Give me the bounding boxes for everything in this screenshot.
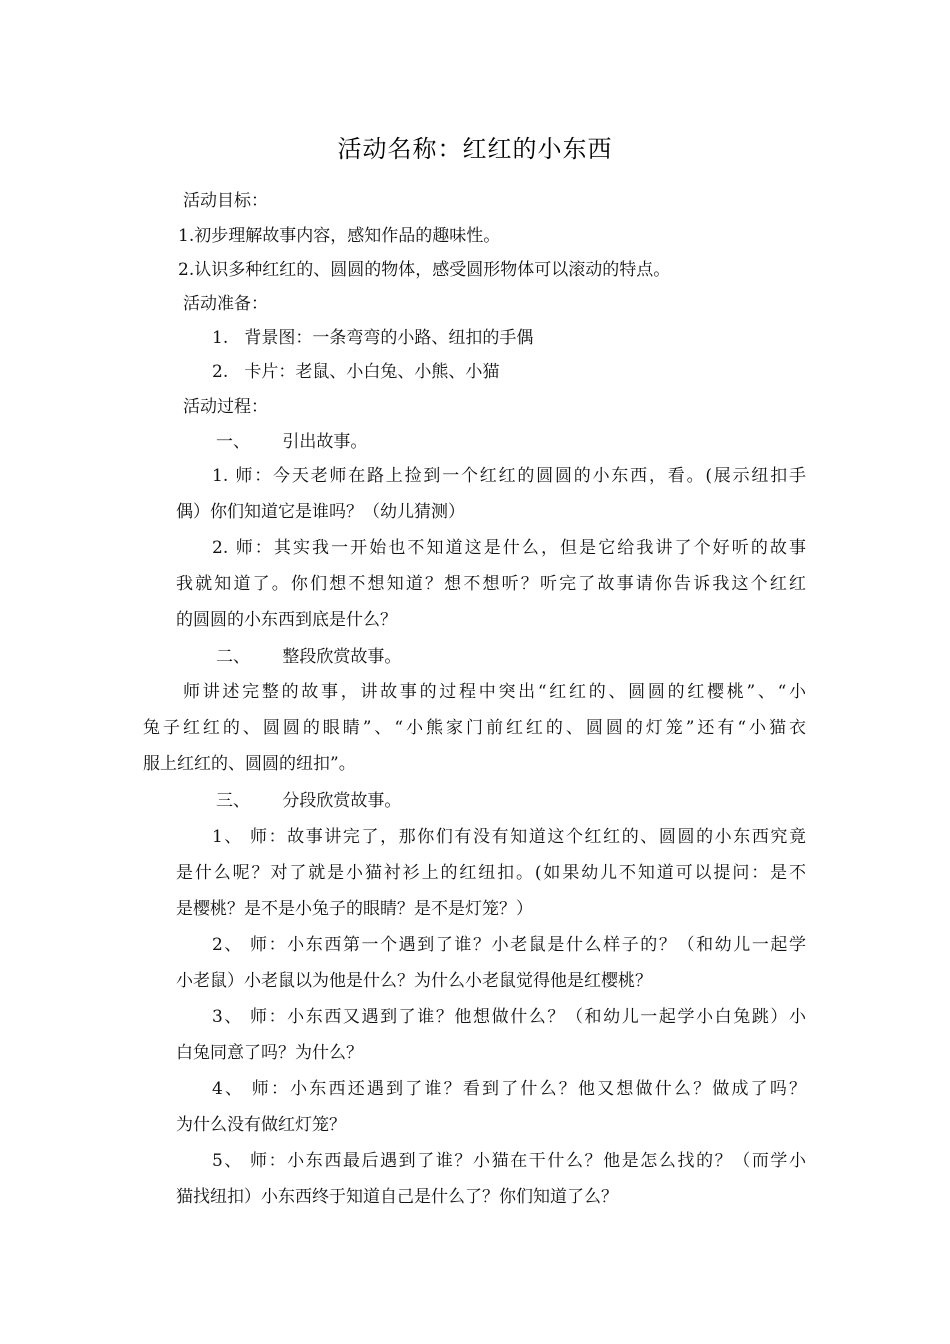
paragraph-line: 的圆圆的小东西到底是什么？: [176, 610, 397, 630]
paragraph-line: 白兔同意了吗？为什么？: [176, 1043, 363, 1063]
goal-item-1: 1.初步理解故事内容，感知作品的趣味性。: [178, 226, 501, 246]
process-step-1-heading: 一、 引出故事。: [216, 432, 368, 452]
paragraph-line: 1、 师：故事讲完了，那你们有没有知道这个红红的、圆圆的小东西究竟: [212, 827, 806, 847]
process-step-2-heading: 二、 整段欣赏故事。: [216, 647, 402, 667]
section-heading-process: 活动过程：: [183, 397, 268, 417]
paragraph-line: 偶）你们知道它是谁吗？（幼儿猜测）: [176, 502, 465, 522]
preparation-item-2: 2. 卡片：老鼠、小白兔、小熊、小猫: [212, 362, 500, 382]
paragraph-line: 服上红红的、圆圆的纽扣”。: [143, 754, 356, 774]
paragraph-line: 2、 师：小东西第一个遇到了谁？小老鼠是什么样子的？（和幼儿一起学: [212, 935, 806, 955]
process-step-3-heading: 三、 分段欣赏故事。: [216, 791, 402, 811]
preparation-item-1: 1. 背景图：一条弯弯的小路、纽扣的手偶: [212, 328, 534, 348]
paragraph-line: 4、 师：小东西还遇到了谁？看到了什么？他又想做什么？做成了吗？: [212, 1079, 806, 1099]
section-heading-preparation: 活动准备：: [183, 294, 268, 314]
paragraph-line: 我就知道了。你们想不想知道？想不想听？听完了故事请你告诉我这个红红: [176, 574, 806, 594]
paragraph-line: 兔子红红的、圆圆的眼睛”、“小熊家门前红红的、圆圆的灯笼”还有“小猫衣: [143, 718, 806, 738]
goal-item-2: 2.认识多种红红的、圆圆的物体，感受圆形物体可以滚动的特点。: [178, 260, 671, 280]
paragraph-line: 师讲述完整的故事，讲故事的过程中突出“红红的、圆圆的红樱桃”、“小: [183, 682, 806, 702]
paragraph-line: 是樱桃？是不是小兔子的眼睛？是不是灯笼？）: [176, 899, 533, 919]
paragraph-line: 3、 师：小东西又遇到了谁？他想做什么？（和幼儿一起学小白兔跳）小: [212, 1007, 806, 1027]
document-title: 活动名称：红红的小东西: [337, 135, 613, 163]
paragraph-line: 猫找纽扣）小东西终于知道自己是什么了？你们知道了么？: [176, 1187, 618, 1207]
paragraph-line: 小老鼠）小老鼠以为他是什么？为什么小老鼠觉得他是红樱桃？: [176, 971, 652, 991]
paragraph-line: 1. 师：今天老师在路上捡到一个红红的圆圆的小东西，看。(展示纽扣手: [212, 466, 806, 486]
paragraph-line: 5、 师：小东西最后遇到了谁？小猫在干什么？他是怎么找的？（而学小: [212, 1151, 806, 1171]
paragraph-line: 是什么呢？对了就是小猫衬衫上的红纽扣。(如果幼儿不知道可以提问：是不: [176, 863, 806, 883]
paragraph-line: 2. 师：其实我一开始也不知道这是什么，但是它给我讲了个好听的故事: [212, 538, 806, 558]
section-heading-goals: 活动目标：: [183, 191, 268, 211]
paragraph-line: 为什么没有做红灯笼？: [176, 1115, 346, 1135]
